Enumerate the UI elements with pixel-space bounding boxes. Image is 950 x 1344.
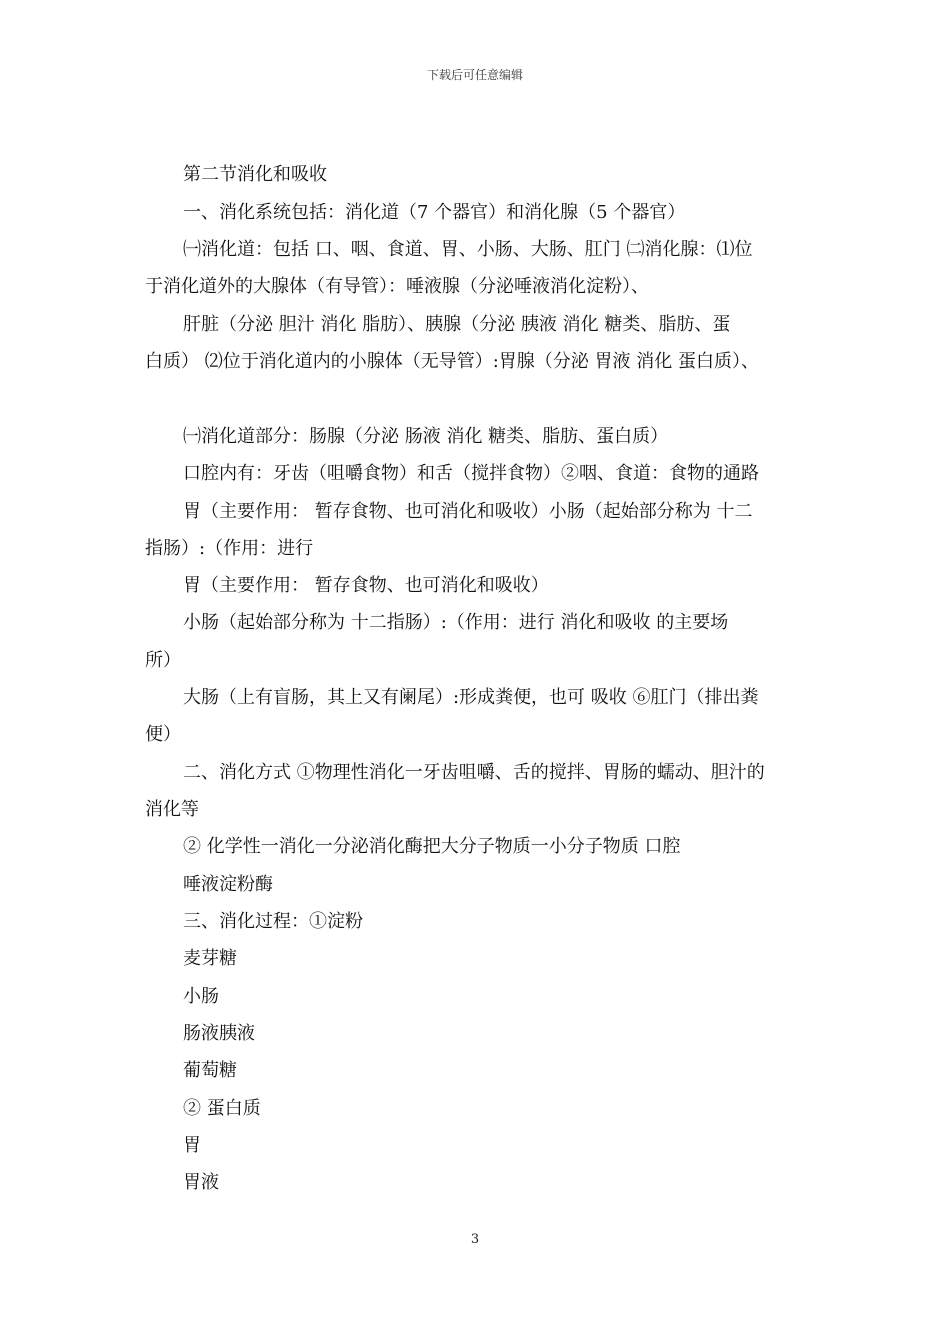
text-line: 所） [145,650,181,671]
text-line: 小肠（起始部分称为 十二指肠）:（作用：进行 消化和吸收 的主要场 [183,612,729,633]
text-line: 唾液淀粉酶 [183,874,273,895]
text-line: 二、消化方式 ①物理性消化一牙齿咀嚼、舌的搅拌、胃肠的蠕动、胆汁的 [183,762,765,783]
text-line: ㈠消化道部分：肠腺（分泌 肠液 消化 糖类、脂肪、蛋白质） [183,426,669,447]
text-line: 消化等 [145,799,199,820]
section-title: 第二节消化和吸收 [183,164,327,185]
text-line: 口腔内有：牙齿（咀嚼食物）和舌（搅拌食物）②咽、食道：食物的通路 [183,463,759,484]
page-number: 3 [470,1232,480,1247]
text-line: 肠液胰液 [183,1023,255,1044]
text-line: 麦芽糖 [183,948,237,969]
text-line: ㈠消化道：包括 口、咽、食道、胃、小肠、大肠、肛门 ㈡消化腺：⑴位 [183,239,753,260]
text-line: 胃液 [183,1172,219,1193]
text-line: 胃 [183,1135,201,1156]
text-line: ② 蛋白质 [183,1098,261,1119]
text-line: 三、消化过程：①淀粉 [183,911,363,932]
text-line: 小肠 [183,986,219,1007]
text-line: 于消化道外的大腺体（有导管）：唾液腺（分泌唾液消化淀粉）、 [145,276,649,297]
text-line: ② 化学性一消化一分泌消化酶把大分子物质一小分子物质 口腔 [183,836,681,857]
text-line: 肝脏（分泌 胆汁 消化 脂肪）、胰腺（分泌 胰液 消化 糖类、脂肪、蛋 [183,314,731,335]
text-line: 一、消化系统包括：消化道（7 个器官）和消化腺（5 个器官） [183,202,686,223]
page-header: 下载后可任意编辑 [426,68,523,82]
text-line: 便） [145,724,181,745]
text-line: 胃（主要作用： 暂存食物、也可消化和吸收） [183,575,549,596]
text-line: 胃（主要作用： 暂存食物、也可消化和吸收）小肠（起始部分称为 十二 [183,501,753,522]
text-line: 指肠）:（作用：进行 [145,538,314,559]
text-line: 白质） ⑵位于消化道内的小腺体（无导管）:胃腺（分泌 胃液 消化 蛋白质）、 [145,351,759,372]
text-line: 葡萄糖 [183,1060,237,1081]
text-line: 大肠（上有盲肠，其上又有阑尾）:形成粪便，也可 吸收 ⑥肛门（排出粪 [183,687,759,708]
